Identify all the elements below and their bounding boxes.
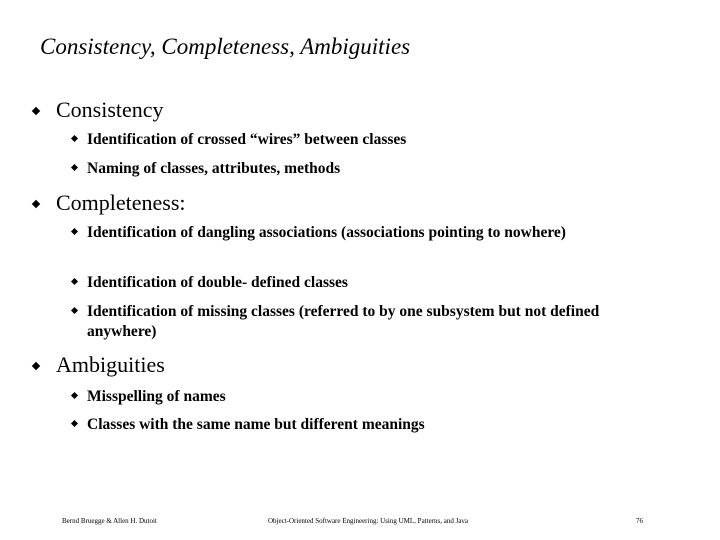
list-item: Naming of classes, attributes, methods	[87, 160, 341, 177]
diamond-bullet-icon	[32, 97, 42, 123]
list-item: Identification of dangling associations (associations pointing to nowhere)	[87, 224, 566, 241]
diamond-bullet-icon	[32, 190, 42, 216]
section-heading-ambiguities: Ambiguities	[56, 352, 165, 377]
list-item: Classes with the same name but different meanings	[87, 416, 425, 433]
list-item: Identification of crossed “wires” between classes	[87, 131, 407, 148]
small-diamond-bullet-icon	[71, 273, 81, 293]
slide-title: Consistency, Completeness, Ambiguities	[40, 34, 411, 59]
small-diamond-bullet-icon	[71, 387, 81, 407]
small-diamond-bullet-icon	[71, 159, 81, 179]
list-item: Misspelling of names	[87, 388, 226, 405]
small-diamond-bullet-icon	[71, 223, 81, 243]
small-diamond-bullet-icon	[71, 415, 81, 435]
list-item: Identification of missing classes (referred to by one subsystem but not defined anywhere)	[87, 303, 600, 340]
section-heading-completeness: Completeness:	[56, 190, 186, 215]
small-diamond-bullet-icon	[71, 130, 81, 150]
section-heading-consistency: Consistency	[56, 97, 164, 122]
list-item: Identification of double- defined classes	[87, 274, 348, 291]
footer-authors: Bernd Bruegge & Allen H. Dutoit	[62, 517, 157, 525]
diamond-bullet-icon	[32, 352, 42, 378]
small-diamond-bullet-icon	[71, 302, 81, 322]
footer-book-title: Object-Oriented Software Engineering: Using UML, Patterns, and Java	[268, 517, 469, 525]
footer-page-number: 76	[636, 517, 643, 525]
